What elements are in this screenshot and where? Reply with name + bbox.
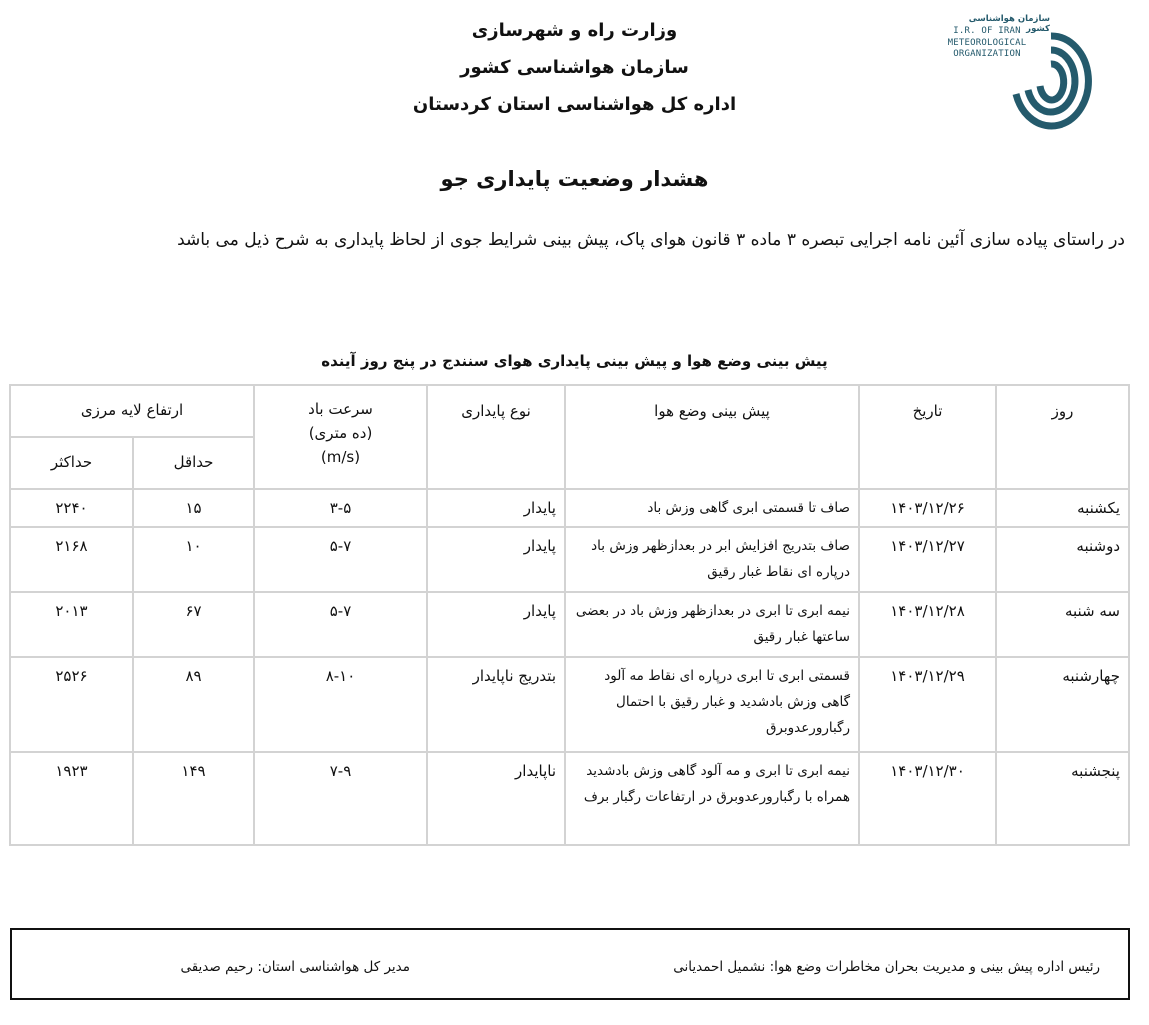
spiral-emblem-icon [1010,32,1092,132]
day-cell: دوشنبه [996,527,1129,592]
day-cell: سه شنبه [996,592,1129,657]
table-row [10,592,1129,657]
header-weather: پیش بینی وضع هوا [565,385,859,489]
stability-cell: پایدار [427,527,565,592]
date-cell: ۱۴۰۳/۱۲/۲۸ [859,592,996,657]
max-cell: ۲۵۲۶ [10,657,133,752]
signature-box [10,928,1130,1000]
max-cell: ۱۹۲۳ [10,752,133,845]
logo-english-text: I.R. OF IRAN METEOROLOGICAL ORGANIZATION [947,26,1027,59]
table-row [10,527,1129,592]
header-max: حداکثر [10,437,133,489]
day-cell: چهارشنبه [996,657,1129,752]
table-row [10,657,1129,752]
department-name: اداره کل هواشناسی استان کردستان [412,94,737,115]
date-cell: ۱۴۰۳/۱۲/۲۹ [859,657,996,752]
stability-cell: بتدریج ناپایدار [427,657,565,752]
weather-cell: نیمه ابری تا ابری در بعدازظهر وزش باد در بعضی ساعتها غبار رقیق [565,592,859,657]
header-min: حداقل [133,437,254,489]
weather-cell: نیمه ابری تا ابری و مه آلود گاهی وزش بادشدید همراه با رگبارورعدوبرق در ارتفاعات رگبار برف [565,752,859,845]
table-title: پیش بینی وضع هوا و پیش بینی پایداری هوای سنندج در پنج روز آینده [321,352,828,370]
min-cell: ۸۹ [133,657,254,752]
wind-cell: ۳-۵ [254,489,427,527]
max-cell: ۲۲۴۰ [10,489,133,527]
min-cell: ۶۷ [133,592,254,657]
forecast-head-signature: رئیس اداره پیش بینی و مدیریت بحران مخاطرات وضع هوا: نشمیل احمدیانی [673,959,1100,975]
weather-cell: صاف بتدریج افزایش ابر در بعدازظهر وزش باد درپاره ای نقاط غبار رقیق [565,527,859,592]
date-cell: ۱۴۰۳/۱۲/۲۶ [859,489,996,527]
min-cell: ۱۴۹ [133,752,254,845]
table-row [10,489,1129,527]
min-cell: ۱۵ [133,489,254,527]
wind-cell: ۷-۹ [254,752,427,845]
day-cell: پنجشنبه [996,752,1129,845]
stability-cell: پایدار [427,489,565,527]
max-cell: ۲۱۶۸ [10,527,133,592]
wind-cell: ۸-۱۰ [254,657,427,752]
forecast-table [9,384,1130,846]
min-cell: ۱۰ [133,527,254,592]
date-cell: ۱۴۰۳/۱۲/۲۷ [859,527,996,592]
wind-cell: ۵-۷ [254,592,427,657]
meteorological-organization-logo [940,14,1095,130]
weather-cell: صاف تا قسمتی ابری گاهی وزش باد [565,489,859,527]
stability-cell: پایدار [427,592,565,657]
header-date: تاریخ [859,385,996,489]
ministry-name: وزارت راه و شهرسازی [471,20,678,41]
header-day: روز [996,385,1129,489]
logo-persian-text: سازمان هواشناسی کشور [968,14,1050,34]
header-boundary-layer: ارتفاع لایه مرزی [10,385,254,437]
organization-name: سازمان هواشناسی کشور [460,57,689,78]
intro-paragraph: در راستای پیاده سازی آئین نامه اجرایی تبصره ۳ ماده ۳ قانون هوای پاک، پیش بینی شرایط جوی از لحاظ پایداری به شرح ذیل می باشد [177,230,1125,250]
date-cell: ۱۴۰۳/۱۲/۳۰ [859,752,996,845]
day-cell: یکشنبه [996,489,1129,527]
header-stability: نوع پایداری [427,385,565,489]
max-cell: ۲۰۱۳ [10,592,133,657]
stability-cell: ناپایدار [427,752,565,845]
table-row [10,752,1129,845]
document-title: هشدار وضعیت پایداری جو [440,167,709,191]
weather-cell: قسمتی ابری تا ابری درپاره ای نقاط مه آلود گاهی وزش بادشدید و غبار رقیق با احتمال رگبارورعدوبرق [565,657,859,752]
header-wind-speed: سرعت باد (ده متری) (m/s) [254,385,427,489]
director-general-signature: مدیر کل هواشناسی استان: رحیم صدیقی [180,959,410,975]
wind-cell: ۵-۷ [254,527,427,592]
